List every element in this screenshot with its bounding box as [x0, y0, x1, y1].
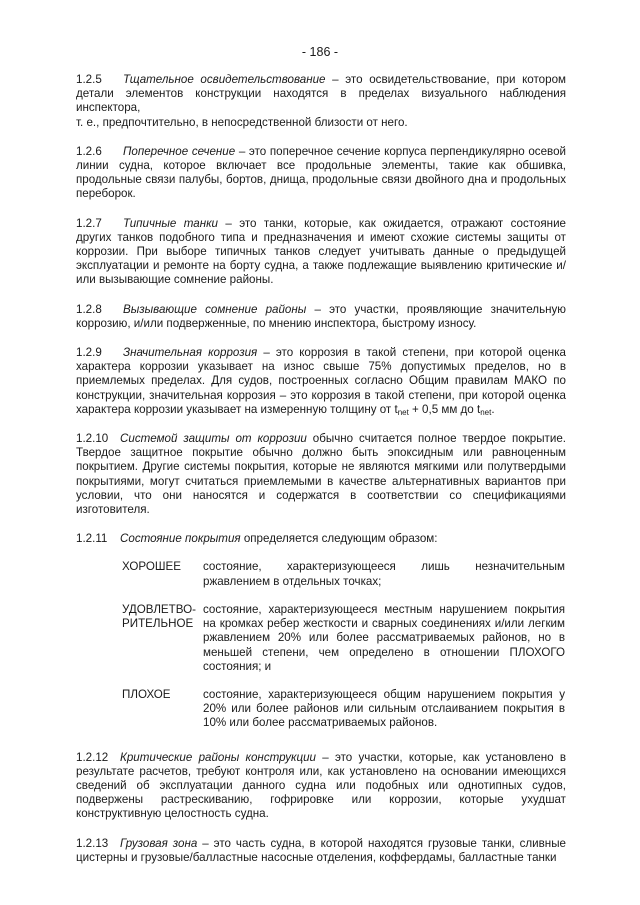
condition-label: ХОРОШЕЕ [122, 560, 181, 574]
definition-1-2-11 [76, 532, 566, 546]
definition-1-2-12 [76, 751, 566, 822]
definition-text: – это часть судна, в которой находятся грузовые танки, сливные цистерны и грузовые/балластные насосные отделения, коффердамы, балластные танки [76, 836, 566, 864]
defined-term: Поперечное сечение [123, 144, 236, 158]
subscript-net: net [397, 407, 409, 417]
defined-term: Типичные танки [123, 216, 218, 230]
clause-number: 1.2.12 [76, 750, 109, 764]
definition-1-2-6 [76, 145, 566, 202]
defined-term: Тщательное освидетельствование [123, 73, 326, 86]
page-number: - 186 - [301, 45, 339, 59]
definition-1-2-9 [76, 346, 566, 417]
condition-description: состояние, характеризующееся общим нарушением покрытия у 20% или более районов или сильным отслаиванием покрытия в 10% или более рассматриваемых районов. [203, 687, 565, 730]
definition-text-end: . [491, 402, 495, 416]
defined-term: Критические районы конструкции [120, 750, 316, 764]
list-item [122, 688, 566, 731]
definition-text-mid: + 0,5 мм до t [408, 402, 481, 416]
definition-1-2-5 [76, 73, 566, 130]
defined-term: Грузовая зона [120, 836, 198, 850]
clause-number: 1.2.11 [76, 532, 108, 546]
condition-description: состояние, характеризующееся местным нарушением покрытия на кромках ребер жесткости и сварных соединениях и/или легким ржавлением 20% или более рассматриваемых районов, но в меньшей степени, чем определено в отношении ПЛОХОГО состояния; и [203, 602, 565, 673]
condition-description: состояние, характеризующееся лишь незначительным ржавлением в отдельных точках; [203, 560, 565, 588]
clause-number: 1.2.9 [76, 346, 102, 360]
clause-number: 1.2.13 [76, 836, 109, 850]
definition-1-2-7 [76, 217, 566, 288]
definition-1-2-13 [76, 837, 566, 865]
definition-1-2-10 [76, 432, 566, 517]
definition-text: обычно считается полное твердое покрытие. Твердое защитное покрытие обычно должно быть эпоксидным или равноценным покрытием. Другие системы покрытия, которые не являются мягкими или полутвердыми покрытиями, могут считаться приемлемыми в качестве альтернативных вариантов при условии, что они наносятся и содержатся в соответствии со спецификациями изготовителя. [76, 432, 566, 517]
definition-text: – это участки, которые, как установлено в результате расчетов, требуют контроля или, как установлено на основании имеющихся сведений об эксплуатации данного судна или подобных или однотипных судов, подвержены растрескиванию, гофрировке или коррозии, которые ухудшат конструктивную целостность судна. [76, 750, 566, 821]
definition-text-continued: т. е., предпочтительно, в непосредственной близости от него. [76, 115, 408, 129]
condition-label: ПЛОХОЕ [122, 687, 171, 701]
defined-term: Системой защиты от коррозии [120, 432, 307, 446]
defined-term: Состояние покрытия [120, 532, 241, 546]
defined-term: Значительная коррозия [123, 346, 258, 360]
definition-text: – это освидетельствование, при котором детали элементов конструкции находятся в пределах визуального наблюдения инспектора, [76, 73, 566, 115]
definition-text: – это участки, проявляющие значительную коррозию, и/или подверженные, по мнению инспектора, быстрому износу. [76, 302, 567, 330]
clause-number: 1.2.6 [76, 144, 102, 158]
defined-term: Вызывающие сомнение районы [123, 302, 307, 316]
clause-number: 1.2.8 [76, 302, 102, 316]
clause-number: 1.2.10 [76, 432, 109, 446]
definition-text: определяется следующим образом: [240, 532, 438, 546]
document-body [76, 73, 566, 880]
definition-text: – это танки, которые, как ожидается, отражают состояние других танков подобного типа и предназначения и имеют схожие системы защиты от коррозии. При выборе типичных танков следует учитывать данные о предыдущей эксплуатации и ремонте на борту судна, а также подлежащие выявлению критические и/или вызывающие сомнение районы. [76, 216, 566, 287]
definition-text: – это коррозия в такой степени, при которой оценка характера коррозии указывает на износ свыше 75% допустимых пределов, но в приемлемых пределах. Для судов, построенных согласно Общим правилам МАКО по конструкции, значительная коррозия – это коррозия в такой степени, при которой оценка характера коррозии указывает на измеренную толщину от t [76, 346, 566, 416]
list-item [122, 603, 566, 674]
coating-condition-list [122, 560, 566, 730]
subscript-net: net [480, 407, 492, 417]
definition-1-2-8 [76, 303, 566, 331]
clause-number: 1.2.5 [76, 73, 102, 86]
list-item [122, 560, 566, 588]
condition-label: УДОВЛЕТВО-РИТЕЛЬНОЕ [122, 602, 196, 631]
clause-number: 1.2.7 [76, 216, 102, 230]
definition-text: – это поперечное сечение корпуса перпендикулярно осевой линии судна, которое включает все продольные элементы, такие как обшивка, продольные связи палубы, бортов, днища, продольные связи двойного дна и продольных переборок. [76, 144, 566, 201]
